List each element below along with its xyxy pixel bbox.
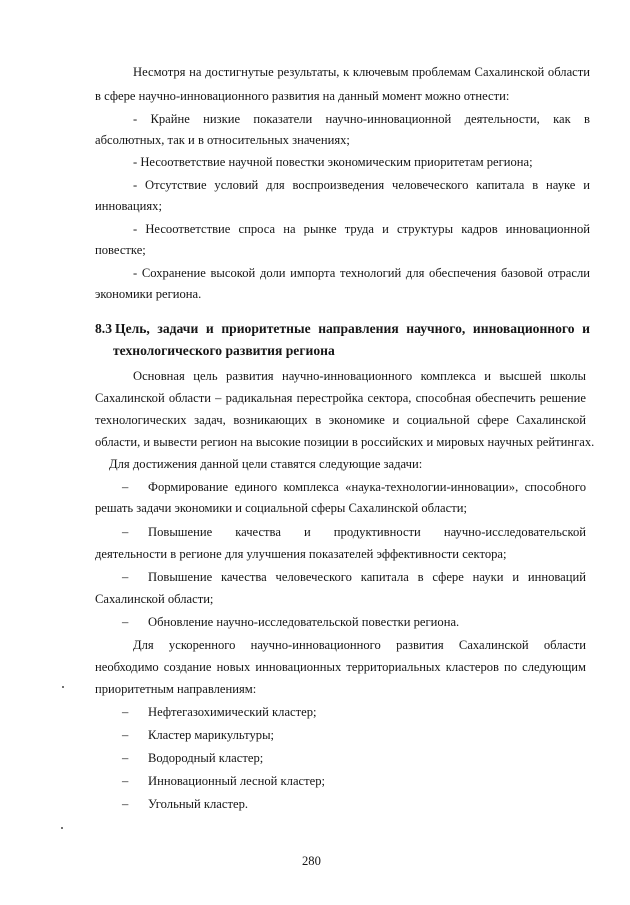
scan-speck <box>61 827 63 829</box>
task-3-line-2: Сахалинской области; <box>95 592 214 606</box>
problem-5-line-2: экономики региона. <box>95 287 202 301</box>
problem-1-line-2: абсолютных, так и в относительных значениях; <box>95 133 350 147</box>
problem-2-line-1: - Несоответствие научной повестки экономическим приоритетам региона; <box>133 155 533 169</box>
goal-line-1: Основная цель развития научно-инновационного комплекса и высшей школы <box>133 369 586 383</box>
page-number: 280 <box>302 854 321 868</box>
task-3-line-1: – Повышение качества человеческого капитала в сфере науки и инноваций <box>122 570 586 584</box>
section-title-line-2: технологического развития региона <box>113 343 335 358</box>
section-title-line-1: Цель, задачи и приоритетные направления научного, инновационного и <box>115 321 590 336</box>
problem-1-line-1: - Крайне низкие показатели научно-инновационной деятельности, как в <box>133 112 590 126</box>
clusters-intro-line-3: приоритетным направлениям: <box>95 682 257 696</box>
cluster-item: – Угольный кластер. <box>122 797 249 811</box>
scan-speck <box>62 686 64 688</box>
task-1-line-2: решать задачи экономики и социальной сферы Сахалинской области; <box>95 501 467 515</box>
problem-4-line-1: - Несоответствие спроса на рынке труда и структуры кадров инновационной <box>133 222 590 236</box>
task-2-line-1: – Повышение качества и продуктивности научно-исследовательской <box>122 525 586 539</box>
problem-3-line-2: инновациях; <box>95 199 162 213</box>
problem-3-line-1: - Отсутствие условий для воспроизведения человеческого капитала в науке и <box>133 178 590 192</box>
clusters-intro-line-1: Для ускоренного научно-инновационного развития Сахалинской области <box>133 638 586 652</box>
cluster-item: – Нефтегазохимический кластер; <box>122 705 317 719</box>
section-number: 8.3 <box>95 321 112 336</box>
goal-line-4: области, и вывести регион на высокие позиции в российских и мировых научных рейтингах. <box>95 435 595 449</box>
cluster-item: – Кластер марикультуры; <box>122 728 275 742</box>
clusters-intro-line-2: необходимо создание новых инновационных территориальных кластеров по следующим <box>95 660 586 674</box>
task-1-line-1: – Формирование единого комплекса «наука-технологии-инновации», способного <box>122 480 586 494</box>
intro-line-1: Несмотря на достигнутые результаты, к ключевым проблемам Сахалинской области <box>133 65 590 79</box>
cluster-item: – Водородный кластер; <box>122 751 264 765</box>
problem-5-line-1: - Сохранение высокой доли импорта технологий для обеспечения базовой отрасли <box>133 266 590 280</box>
tasks-intro: Для достижения данной цели ставятся следующие задачи: <box>109 457 423 471</box>
task-4-line-1: – Обновление научно-исследовательской повестки региона. <box>122 615 460 629</box>
goal-line-3: технологических задач, возникающих в экономике и социальной сфере Сахалинской <box>95 413 586 427</box>
intro-line-2: в сфере научно-инновационного развития на данный момент можно отнести: <box>95 89 510 103</box>
goal-line-2: Сахалинской области – радикальная перестройка сектора, способная обеспечить решение <box>95 391 586 405</box>
cluster-item: – Инновационный лесной кластер; <box>122 774 326 788</box>
problem-4-line-2: повестке; <box>95 243 146 257</box>
task-2-line-2: деятельности в регионе для улучшения показателей эффективности сектора; <box>95 547 507 561</box>
